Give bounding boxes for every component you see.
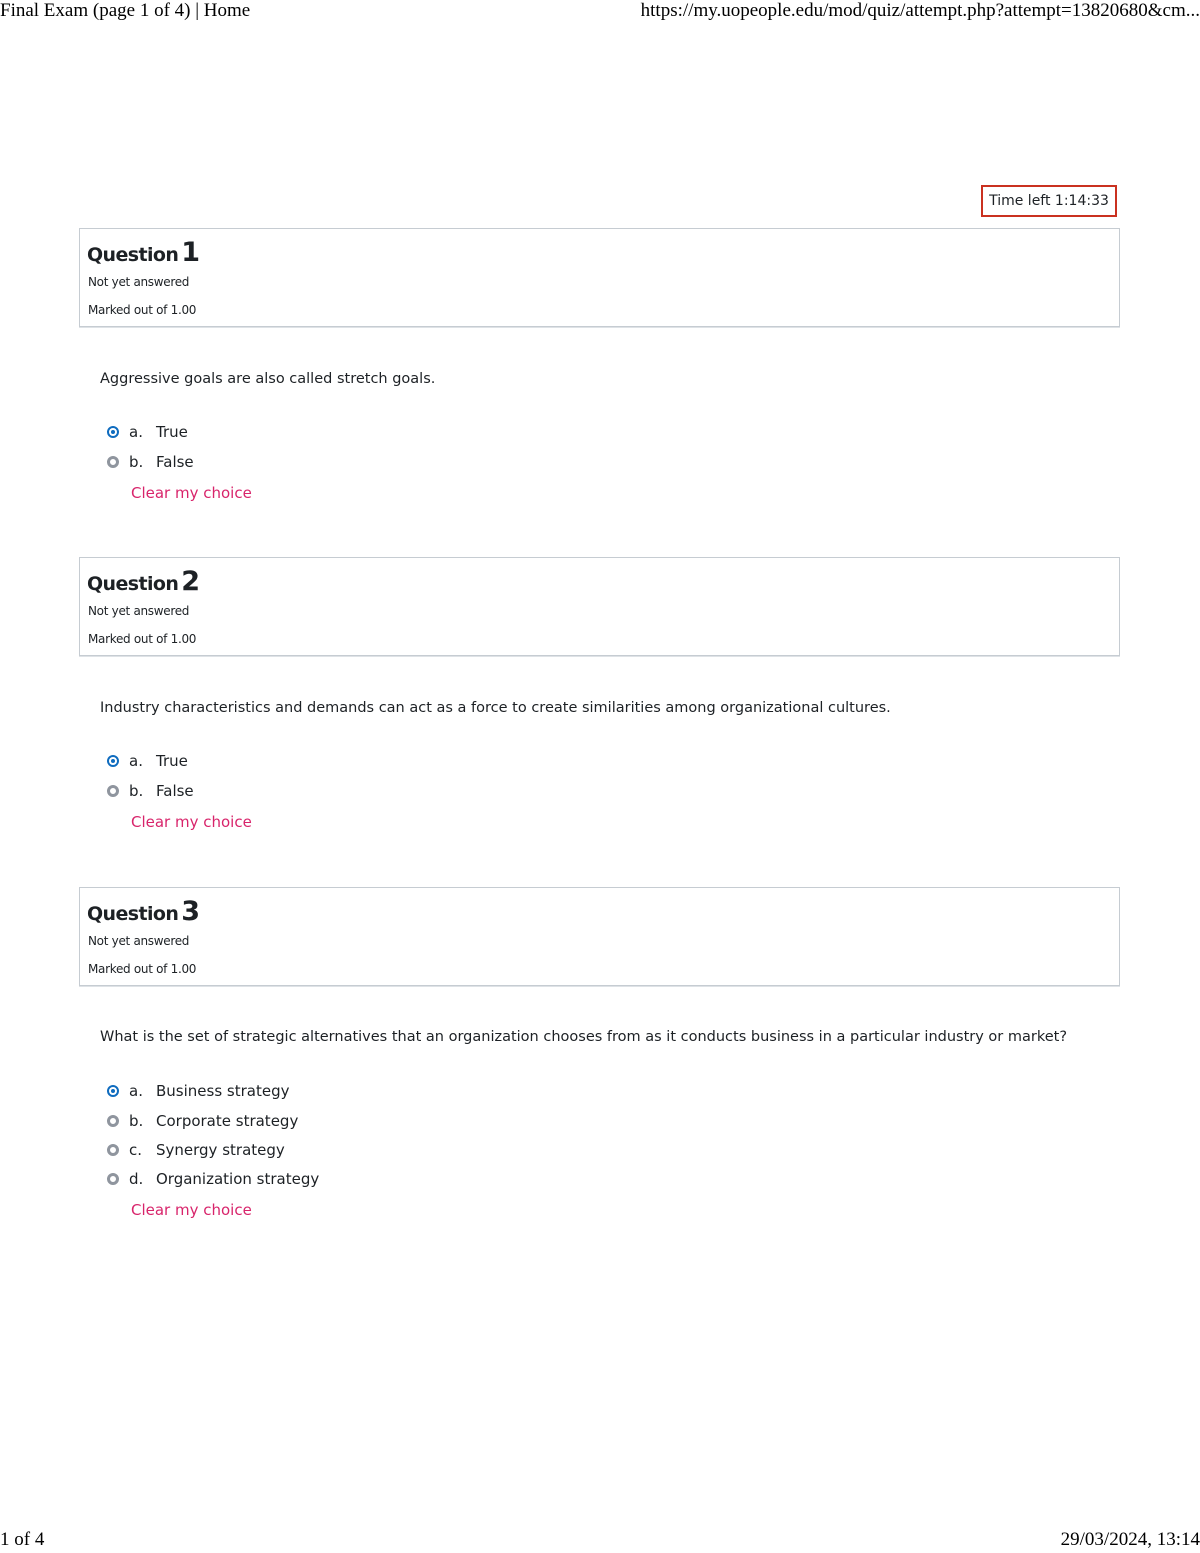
print-page-number: 1 of 4 [0, 1529, 45, 1550]
question-mark: Marked out of 1.00 [88, 303, 197, 317]
question-word: Question [87, 244, 179, 266]
print-page-title: Final Exam (page 1 of 4) | Home [0, 0, 251, 21]
question-title [87, 896, 199, 927]
answer-label: True [156, 752, 188, 770]
answer-label: Organization strategy [156, 1170, 320, 1188]
print-footer [0, 1529, 1200, 1553]
answer-label: True [156, 423, 188, 441]
question-mark: Marked out of 1.00 [88, 962, 197, 976]
print-page-url: https://my.uopeople.edu/mod/quiz/attempt.php?attempt=13820680&cm... [640, 0, 1200, 21]
clear-choice-link-2[interactable]: Clear my choice [131, 813, 252, 831]
answer-option-3d[interactable] [107, 1168, 319, 1190]
radio-selected-icon[interactable] [107, 426, 119, 438]
answer-option-1a[interactable] [107, 421, 188, 443]
question-text-2: Industry characteristics and demands can act as a force to create similarities among organizational cultures. [100, 700, 891, 716]
radio-empty-icon[interactable] [107, 456, 119, 468]
answer-option-3b[interactable] [107, 1110, 298, 1132]
radio-empty-icon[interactable] [107, 1115, 119, 1127]
answer-option-3c[interactable] [107, 1139, 285, 1161]
answer-option-3a[interactable] [107, 1080, 289, 1102]
radio-empty-icon[interactable] [107, 1144, 119, 1156]
question-word: Question [87, 903, 179, 925]
question-number: 1 [181, 237, 200, 268]
answer-letter: d. [129, 1170, 144, 1188]
question-number: 2 [181, 566, 200, 597]
print-header [0, 0, 1200, 24]
answer-option-1b[interactable] [107, 451, 194, 473]
answer-label: Corporate strategy [156, 1112, 299, 1130]
question-word: Question [87, 573, 179, 595]
answer-label: Business strategy [156, 1082, 290, 1100]
question-text-1: Aggressive goals are also called stretch goals. [100, 371, 436, 387]
question-state: Not yet answered [88, 934, 190, 948]
answer-letter: b. [129, 782, 144, 800]
question-text-3: What is the set of strategic alternatives that an organization chooses from as it conducts business in a particular industry or market? [100, 1029, 1068, 1045]
answer-letter: c. [129, 1141, 143, 1159]
answer-letter: b. [129, 1112, 144, 1130]
question-state: Not yet answered [88, 275, 190, 289]
question-title [87, 566, 199, 597]
question-info-2 [79, 557, 1120, 656]
answer-label: Synergy strategy [156, 1141, 285, 1159]
answer-letter: a. [129, 752, 143, 770]
print-datetime: 29/03/2024, 13:14 [1060, 1529, 1200, 1550]
answer-letter: a. [129, 423, 143, 441]
answer-letter: b. [129, 453, 144, 471]
question-mark: Marked out of 1.00 [88, 632, 197, 646]
radio-selected-icon[interactable] [107, 755, 119, 767]
clear-choice-link-1[interactable]: Clear my choice [131, 484, 252, 502]
clear-choice-link-3[interactable]: Clear my choice [131, 1201, 252, 1219]
question-number: 3 [181, 896, 200, 927]
question-title [87, 237, 199, 268]
radio-selected-icon[interactable] [107, 1085, 119, 1097]
radio-empty-icon[interactable] [107, 1173, 119, 1185]
answer-letter: a. [129, 1082, 143, 1100]
answer-option-2a[interactable] [107, 750, 188, 772]
answer-option-2b[interactable] [107, 780, 194, 802]
question-info-3 [79, 887, 1120, 986]
radio-empty-icon[interactable] [107, 785, 119, 797]
answer-label: False [156, 453, 194, 471]
answer-label: False [156, 782, 194, 800]
quiz-timer: Time left 1:14:33 [981, 185, 1117, 217]
question-info-1 [79, 228, 1120, 327]
question-state: Not yet answered [88, 604, 190, 618]
